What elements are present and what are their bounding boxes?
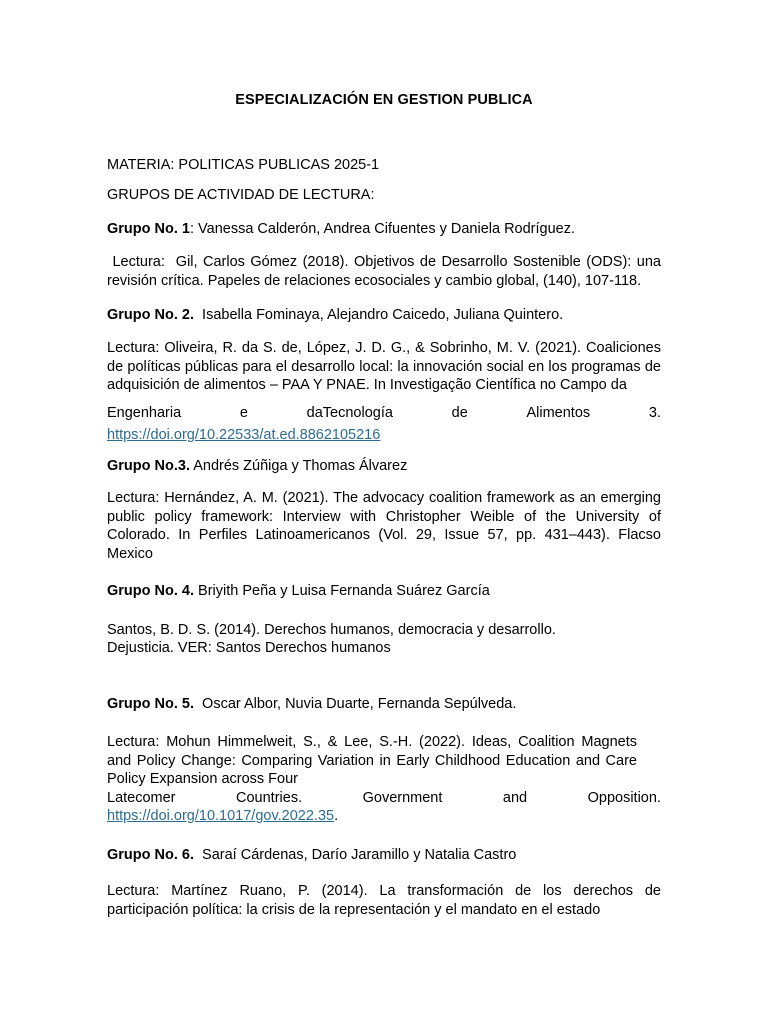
reading-word: Engenharia [107,405,182,421]
group-label: Grupo No. 4. [107,583,194,599]
reading-word: Latecomer [107,790,176,806]
group-4-header [107,582,490,600]
group-5-doi-row [107,807,338,825]
group-label: Grupo No.3. [107,458,190,474]
reading-word: Government [362,790,443,806]
group-6-header [107,846,516,864]
group-1-reading: Lectura: Gil, Carlos Gómez (2018). Objetivos de Desarrollo Sostenible (ODS): una revisión crítica. Papeles de relaciones ecosociales y cambio global, (140), 107-118. [107,254,666,289]
reading-word: and [502,790,528,806]
group-members: Briyith Peña y Luisa Fernanda Suárez García [194,583,490,599]
group-members: Isabella Fominaya, Alejandro Caicedo, Juliana Quintero. [194,307,564,323]
groups-heading: GRUPOS DE ACTIVIDAD DE LECTURA: [107,187,375,203]
group-3-header [107,457,407,475]
group-members: : Vanessa Calderón, Andrea Cifuentes y Daniela Rodríguez. [189,221,575,237]
reading-word: daTecnología [306,405,393,421]
group-members: Andrés Zúñiga y Thomas Álvarez [189,458,408,474]
group-1-header [107,220,575,238]
group-5-reading-last-line [107,789,661,807]
reading-word: Opposition. [587,790,661,806]
reading-word: e [239,405,248,421]
reading-word: 3. [648,405,661,421]
group-members: Oscar Albor, Nuvia Duarte, Fernanda Sepúlveda. [194,696,517,712]
group-2-doi-link[interactable]: https://doi.org/10.22533/at.ed.8862105216 [107,427,381,443]
group-6-reading: Lectura: Martínez Ruano, P. (2014). La transformación de los derechos de participación política: la crisis de la representación y el mandato en el estado [107,883,661,918]
group-members: Saraí Cárdenas, Darío Jaramillo y Natalia Castro [194,847,517,863]
group-label: Grupo No. 1 [107,221,190,237]
group-2-header [107,306,563,324]
group-label: Grupo No. 2. [107,307,194,323]
group-2-reading-last-line [107,404,661,422]
group-2-reading: Lectura: Oliveira, R. da S. de, López, J. D. G., & Sobrinho, M. V. (2021). Coaliciones de políticas públicas para el desarrollo local: la innovación social en los programas de adquisición de alimentos – PAA Y PNAE. In Investigação Científica no Campo da [107,340,661,393]
group-4-reading-line-1: Santos, B. D. S. (2014). Derechos humanos, democracia y desarrollo. [107,622,556,638]
group-3-reading: Lectura: Hernández, A. M. (2021). The advocacy coalition framework as an emerging public policy framework: Interview with Christopher Weible of the University of Colorado. In Perfiles Latinoamericanos (Vol. 29, Issue 57, pp. 431–443). Flacso Mexico [107,490,661,562]
document-title: ESPECIALIZACIÓN EN GESTION PUBLICA [235,92,533,108]
link-suffix: . [334,808,339,824]
subject-line: MATERIA: POLITICAS PUBLICAS 2025-1 [107,157,380,173]
group-label: Grupo No. 6. [107,847,194,863]
reading-word: Countries. [236,790,303,806]
reading-word: Alimentos [526,405,591,421]
group-5-header [107,695,516,713]
group-2-doi-row [107,426,380,444]
group-5-reading: Lectura: Mohun Himmelweit, S., & Lee, S.-H. (2022). Ideas, Coalition Magnets and Policy Change: Comparing Variation in Early Childhood Education and Care Policy Expansion across Four [107,734,637,787]
group-label: Grupo No. 5. [107,696,194,712]
group-4-reading-line-2: Dejusticia. VER: Santos Derechos humanos [107,640,391,656]
reading-word: de [451,405,468,421]
group-5-doi-link[interactable]: https://doi.org/10.1017/gov.2022.35 [107,808,335,824]
